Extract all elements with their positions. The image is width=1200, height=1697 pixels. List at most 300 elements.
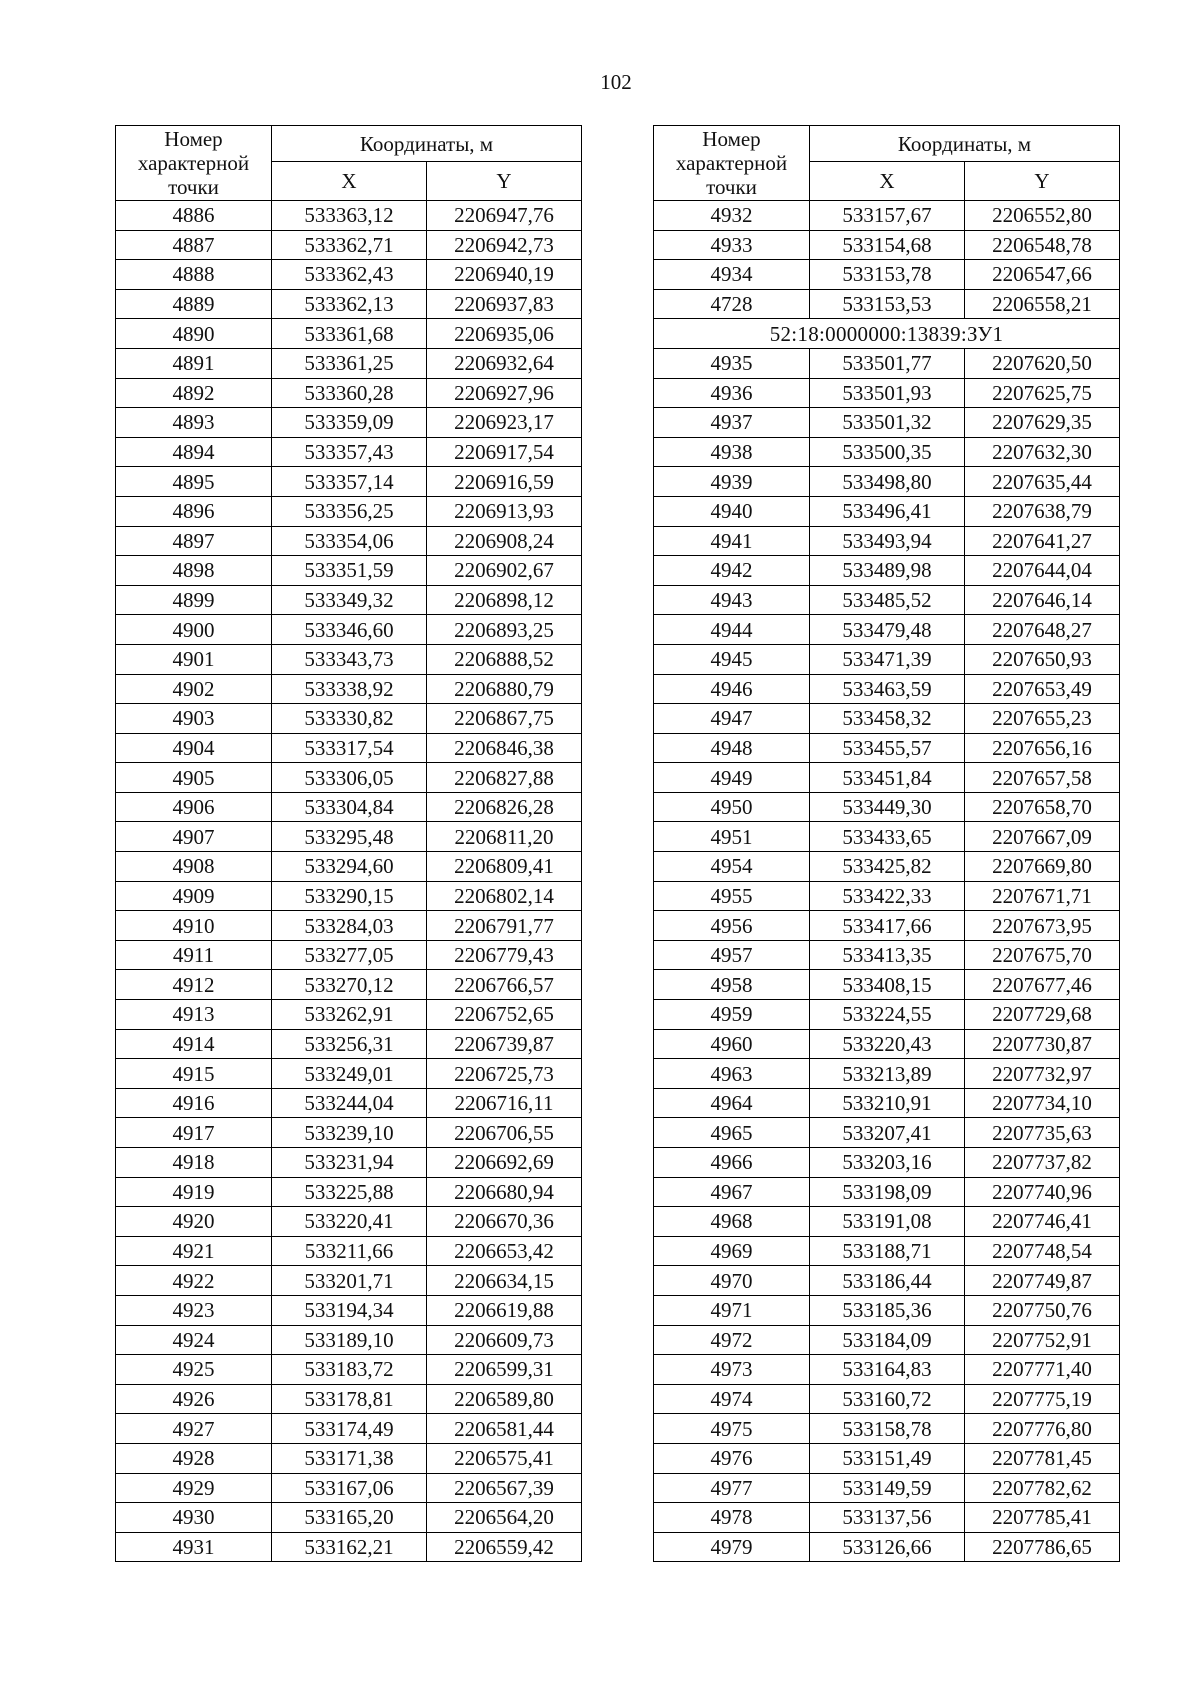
y-coordinate-cell: 2207669,80	[965, 852, 1120, 882]
x-coordinate-cell: 533249,01	[272, 1059, 427, 1089]
x-coordinate-cell: 533171,38	[272, 1443, 427, 1473]
x-coordinate-cell: 533183,72	[272, 1355, 427, 1385]
x-coordinate-cell: 533189,10	[272, 1325, 427, 1355]
y-coordinate-cell: 2207667,09	[965, 822, 1120, 852]
y-coordinate-cell: 2207775,19	[965, 1384, 1120, 1414]
point-number-cell: 4916	[116, 1088, 272, 1118]
coordinates-table-right	[653, 125, 1120, 1562]
table-row	[116, 585, 582, 615]
x-coordinate-cell: 533167,06	[272, 1473, 427, 1503]
table-row	[654, 1414, 1120, 1444]
table-row	[654, 733, 1120, 763]
point-number-cell: 4890	[116, 319, 272, 349]
x-coordinate-cell: 533501,32	[810, 408, 965, 438]
y-coordinate-cell: 2207655,23	[965, 704, 1120, 734]
y-coordinate-cell: 2206559,42	[427, 1532, 582, 1562]
point-number-cell: 4979	[654, 1532, 810, 1562]
y-coordinate-cell: 2207734,10	[965, 1088, 1120, 1118]
point-number-cell: 4944	[654, 615, 810, 645]
table-row	[654, 496, 1120, 526]
y-coordinate-cell: 2206917,54	[427, 437, 582, 467]
y-coordinate-cell: 2207750,76	[965, 1295, 1120, 1325]
point-number-cell: 4897	[116, 526, 272, 556]
y-coordinate-cell: 2207635,44	[965, 467, 1120, 497]
y-coordinate-cell: 2207675,70	[965, 940, 1120, 970]
y-coordinate-cell: 2207673,95	[965, 911, 1120, 941]
y-coordinate-cell: 2207657,58	[965, 763, 1120, 793]
y-coordinate-cell: 2207632,30	[965, 437, 1120, 467]
point-number-cell: 4913	[116, 1000, 272, 1030]
x-coordinate-cell: 533317,54	[272, 733, 427, 763]
x-coordinate-cell: 533306,05	[272, 763, 427, 793]
x-coordinate-cell: 533262,91	[272, 1000, 427, 1030]
x-coordinate-cell: 533501,77	[810, 348, 965, 378]
x-coordinate-cell: 533304,84	[272, 792, 427, 822]
table-row	[654, 1355, 1120, 1385]
point-number-cell: 4976	[654, 1443, 810, 1473]
y-coordinate-cell: 2206935,06	[427, 319, 582, 349]
point-number-cell: 4900	[116, 615, 272, 645]
y-coordinate-cell: 2206739,87	[427, 1029, 582, 1059]
header-coordinates: Координаты, м	[810, 126, 1120, 162]
page-number: 102	[600, 70, 632, 94]
point-number-cell: 4908	[116, 852, 272, 882]
header-y: Y	[427, 162, 582, 201]
y-coordinate-cell: 2207782,62	[965, 1473, 1120, 1503]
table-row	[116, 556, 582, 586]
y-coordinate-cell: 2207771,40	[965, 1355, 1120, 1385]
x-coordinate-cell: 533270,12	[272, 970, 427, 1000]
x-coordinate-cell: 533408,15	[810, 970, 965, 1000]
point-number-cell: 4972	[654, 1325, 810, 1355]
point-number-cell: 4965	[654, 1118, 810, 1148]
table-row	[116, 1503, 582, 1533]
point-number-cell: 4892	[116, 378, 272, 408]
y-coordinate-cell: 2207648,27	[965, 615, 1120, 645]
point-number-cell: 4932	[654, 201, 810, 231]
point-number-cell: 4950	[654, 792, 810, 822]
x-coordinate-cell: 533354,06	[272, 526, 427, 556]
point-number-cell: 4917	[116, 1118, 272, 1148]
y-coordinate-cell: 2206880,79	[427, 674, 582, 704]
x-coordinate-cell: 533362,13	[272, 289, 427, 319]
x-coordinate-cell: 533294,60	[272, 852, 427, 882]
table-row	[116, 1443, 582, 1473]
x-coordinate-cell: 533231,94	[272, 1148, 427, 1178]
y-coordinate-cell: 2207776,80	[965, 1414, 1120, 1444]
point-number-cell: 4903	[116, 704, 272, 734]
x-coordinate-cell: 533330,82	[272, 704, 427, 734]
table-row	[116, 970, 582, 1000]
x-coordinate-cell: 533137,56	[810, 1503, 965, 1533]
y-coordinate-cell: 2207752,91	[965, 1325, 1120, 1355]
point-number-cell: 4928	[116, 1443, 272, 1473]
x-coordinate-cell: 533239,10	[272, 1118, 427, 1148]
x-coordinate-cell: 533154,68	[810, 230, 965, 260]
x-coordinate-cell: 533433,65	[810, 822, 965, 852]
y-coordinate-cell: 2206802,14	[427, 881, 582, 911]
y-coordinate-cell: 2206913,93	[427, 496, 582, 526]
table-row	[654, 1384, 1120, 1414]
x-coordinate-cell: 533198,09	[810, 1177, 965, 1207]
table-row	[116, 763, 582, 793]
table-row	[654, 378, 1120, 408]
x-coordinate-cell: 533184,09	[810, 1325, 965, 1355]
y-coordinate-cell: 2207641,27	[965, 526, 1120, 556]
point-number-cell: 4971	[654, 1295, 810, 1325]
table-row	[654, 467, 1120, 497]
point-number-cell: 4886	[116, 201, 272, 231]
y-coordinate-cell: 2206940,19	[427, 260, 582, 290]
y-coordinate-cell: 2207749,87	[965, 1266, 1120, 1296]
point-number-cell: 4938	[654, 437, 810, 467]
header-y: Y	[965, 162, 1120, 201]
table-row	[654, 585, 1120, 615]
x-coordinate-cell: 533362,43	[272, 260, 427, 290]
x-coordinate-cell: 533413,35	[810, 940, 965, 970]
point-number-cell: 4898	[116, 556, 272, 586]
table-row	[116, 940, 582, 970]
point-number-cell: 4963	[654, 1059, 810, 1089]
table-row	[654, 437, 1120, 467]
point-number-cell: 4935	[654, 348, 810, 378]
y-coordinate-cell: 2206548,78	[965, 230, 1120, 260]
point-number-cell: 4911	[116, 940, 272, 970]
x-coordinate-cell: 533501,93	[810, 378, 965, 408]
table-row	[116, 881, 582, 911]
x-coordinate-cell: 533356,25	[272, 496, 427, 526]
table-row	[654, 792, 1120, 822]
point-number-cell: 4929	[116, 1473, 272, 1503]
x-coordinate-cell: 533449,30	[810, 792, 965, 822]
y-coordinate-cell: 2206916,59	[427, 467, 582, 497]
table-row	[654, 940, 1120, 970]
y-coordinate-cell: 2207646,14	[965, 585, 1120, 615]
x-coordinate-cell: 533126,66	[810, 1532, 965, 1562]
table-row	[654, 1207, 1120, 1237]
y-coordinate-cell: 2206846,38	[427, 733, 582, 763]
point-number-cell: 4893	[116, 408, 272, 438]
y-coordinate-cell: 2206898,12	[427, 585, 582, 615]
y-coordinate-cell: 2206692,69	[427, 1148, 582, 1178]
point-number-cell: 4918	[116, 1148, 272, 1178]
coordinates-table-left	[115, 125, 582, 1562]
point-number-cell: 4941	[654, 526, 810, 556]
y-coordinate-cell: 2206932,64	[427, 348, 582, 378]
y-coordinate-cell: 2206634,15	[427, 1266, 582, 1296]
y-coordinate-cell: 2206888,52	[427, 644, 582, 674]
y-coordinate-cell: 2206653,42	[427, 1236, 582, 1266]
table-row	[116, 1207, 582, 1237]
point-number-cell: 4977	[654, 1473, 810, 1503]
point-number-cell: 4899	[116, 585, 272, 615]
point-number-cell: 4955	[654, 881, 810, 911]
table-row	[654, 1443, 1120, 1473]
y-coordinate-cell: 2207746,41	[965, 1207, 1120, 1237]
table-row	[116, 1325, 582, 1355]
x-coordinate-cell: 533295,48	[272, 822, 427, 852]
table-row	[654, 615, 1120, 645]
x-coordinate-cell: 533451,84	[810, 763, 965, 793]
y-coordinate-cell: 2206547,66	[965, 260, 1120, 290]
header-point-number: Номер характерной точки	[116, 126, 272, 201]
point-number-cell: 4923	[116, 1295, 272, 1325]
point-number-cell: 4924	[116, 1325, 272, 1355]
point-number-cell: 4958	[654, 970, 810, 1000]
point-number-cell: 4922	[116, 1266, 272, 1296]
x-coordinate-cell: 533153,53	[810, 289, 965, 319]
x-coordinate-cell: 533496,41	[810, 496, 965, 526]
point-number-cell: 4887	[116, 230, 272, 260]
table-row	[654, 1088, 1120, 1118]
y-coordinate-cell: 2206779,43	[427, 940, 582, 970]
table-row	[116, 1414, 582, 1444]
y-coordinate-cell: 2206947,76	[427, 201, 582, 231]
table-row	[116, 1295, 582, 1325]
table-row	[654, 1473, 1120, 1503]
point-number-cell: 4907	[116, 822, 272, 852]
y-coordinate-cell: 2206766,57	[427, 970, 582, 1000]
y-coordinate-cell: 2207781,45	[965, 1443, 1120, 1473]
table-row	[654, 348, 1120, 378]
x-coordinate-cell: 533207,41	[810, 1118, 965, 1148]
point-number-cell: 4930	[116, 1503, 272, 1533]
point-number-cell: 4948	[654, 733, 810, 763]
x-coordinate-cell: 533463,59	[810, 674, 965, 704]
point-number-cell: 4966	[654, 1148, 810, 1178]
table-row	[116, 852, 582, 882]
point-number-cell: 4946	[654, 674, 810, 704]
x-coordinate-cell: 533493,94	[810, 526, 965, 556]
point-number-cell: 4888	[116, 260, 272, 290]
header-point-number: Номер характерной точки	[654, 126, 810, 201]
table-row	[654, 1266, 1120, 1296]
table-row	[116, 1473, 582, 1503]
table-row	[654, 852, 1120, 882]
x-coordinate-cell: 533357,14	[272, 467, 427, 497]
x-coordinate-cell: 533498,80	[810, 467, 965, 497]
table-row	[654, 201, 1120, 231]
point-number-cell: 4940	[654, 496, 810, 526]
y-coordinate-cell: 2206827,88	[427, 763, 582, 793]
x-coordinate-cell: 533185,36	[810, 1295, 965, 1325]
x-coordinate-cell: 533165,20	[272, 1503, 427, 1533]
point-number-cell: 4896	[116, 496, 272, 526]
y-coordinate-cell: 2206927,96	[427, 378, 582, 408]
table-row	[116, 230, 582, 260]
table-row	[116, 704, 582, 734]
table-row	[654, 881, 1120, 911]
table-row	[116, 1148, 582, 1178]
point-number-cell: 4939	[654, 467, 810, 497]
point-number-cell: 4909	[116, 881, 272, 911]
table-row	[116, 1177, 582, 1207]
point-number-cell: 4915	[116, 1059, 272, 1089]
point-number-cell: 4920	[116, 1207, 272, 1237]
y-coordinate-cell: 2207677,46	[965, 970, 1120, 1000]
x-coordinate-cell: 533225,88	[272, 1177, 427, 1207]
point-number-cell: 4895	[116, 467, 272, 497]
x-coordinate-cell: 533357,43	[272, 437, 427, 467]
point-number-cell: 4931	[116, 1532, 272, 1562]
point-number-cell: 4905	[116, 763, 272, 793]
y-coordinate-cell: 2206706,55	[427, 1118, 582, 1148]
point-number-cell: 4910	[116, 911, 272, 941]
table-row	[654, 260, 1120, 290]
y-coordinate-cell: 2206609,73	[427, 1325, 582, 1355]
x-coordinate-cell: 533256,31	[272, 1029, 427, 1059]
table-row	[654, 970, 1120, 1000]
table-row	[654, 822, 1120, 852]
y-coordinate-cell: 2207620,50	[965, 348, 1120, 378]
x-coordinate-cell: 533362,71	[272, 230, 427, 260]
y-coordinate-cell: 2207644,04	[965, 556, 1120, 586]
table-row	[654, 704, 1120, 734]
table-row	[116, 319, 582, 349]
y-coordinate-cell: 2207638,79	[965, 496, 1120, 526]
x-coordinate-cell: 533471,39	[810, 644, 965, 674]
x-coordinate-cell: 533489,98	[810, 556, 965, 586]
y-coordinate-cell: 2207653,49	[965, 674, 1120, 704]
x-coordinate-cell: 533277,05	[272, 940, 427, 970]
y-coordinate-cell: 2206567,39	[427, 1473, 582, 1503]
y-coordinate-cell: 2206558,21	[965, 289, 1120, 319]
x-coordinate-cell: 533178,81	[272, 1384, 427, 1414]
point-number-cell: 4959	[654, 1000, 810, 1030]
x-coordinate-cell: 533188,71	[810, 1236, 965, 1266]
section-row	[654, 319, 1120, 349]
x-coordinate-cell: 533153,78	[810, 260, 965, 290]
point-number-cell: 4973	[654, 1355, 810, 1385]
x-coordinate-cell: 533160,72	[810, 1384, 965, 1414]
y-coordinate-cell: 2206564,20	[427, 1503, 582, 1533]
point-number-cell: 4934	[654, 260, 810, 290]
table-body-left	[116, 201, 582, 1562]
table-row	[116, 496, 582, 526]
table-row	[116, 911, 582, 941]
table-row	[654, 1000, 1120, 1030]
y-coordinate-cell: 2206716,11	[427, 1088, 582, 1118]
y-coordinate-cell: 2207629,35	[965, 408, 1120, 438]
point-number-cell: 4914	[116, 1029, 272, 1059]
x-coordinate-cell: 533422,33	[810, 881, 965, 911]
point-number-cell: 4906	[116, 792, 272, 822]
x-coordinate-cell: 533164,83	[810, 1355, 965, 1385]
header-x: X	[272, 162, 427, 201]
x-coordinate-cell: 533194,34	[272, 1295, 427, 1325]
y-coordinate-cell: 2206599,31	[427, 1355, 582, 1385]
y-coordinate-cell: 2207735,63	[965, 1118, 1120, 1148]
point-number-cell: 4936	[654, 378, 810, 408]
point-number-cell: 4728	[654, 289, 810, 319]
x-coordinate-cell: 533361,25	[272, 348, 427, 378]
x-coordinate-cell: 533360,28	[272, 378, 427, 408]
y-coordinate-cell: 2206619,88	[427, 1295, 582, 1325]
point-number-cell: 4927	[116, 1414, 272, 1444]
table-row	[654, 763, 1120, 793]
table-row	[654, 1118, 1120, 1148]
table-body-right	[654, 201, 1120, 1562]
table-row	[116, 1236, 582, 1266]
point-number-cell: 4964	[654, 1088, 810, 1118]
x-coordinate-cell: 533213,89	[810, 1059, 965, 1089]
table-row	[654, 1059, 1120, 1089]
x-coordinate-cell: 533162,21	[272, 1532, 427, 1562]
table-row	[116, 1118, 582, 1148]
y-coordinate-cell: 2207671,71	[965, 881, 1120, 911]
table-row	[654, 556, 1120, 586]
x-coordinate-cell: 533211,66	[272, 1236, 427, 1266]
point-number-cell: 4902	[116, 674, 272, 704]
y-coordinate-cell: 2206680,94	[427, 1177, 582, 1207]
x-coordinate-cell: 533338,92	[272, 674, 427, 704]
x-coordinate-cell: 533210,91	[810, 1088, 965, 1118]
table-row	[116, 1384, 582, 1414]
table-row	[116, 348, 582, 378]
x-coordinate-cell: 533485,52	[810, 585, 965, 615]
table-row	[654, 1532, 1120, 1562]
table-row	[116, 1029, 582, 1059]
x-coordinate-cell: 533455,57	[810, 733, 965, 763]
table-row	[116, 437, 582, 467]
x-coordinate-cell: 533284,03	[272, 911, 427, 941]
x-coordinate-cell: 533351,59	[272, 556, 427, 586]
table-row	[654, 1177, 1120, 1207]
x-coordinate-cell: 533203,16	[810, 1148, 965, 1178]
x-coordinate-cell: 533343,73	[272, 644, 427, 674]
x-coordinate-cell: 533186,44	[810, 1266, 965, 1296]
table-row	[654, 526, 1120, 556]
x-coordinate-cell: 533500,35	[810, 437, 965, 467]
y-coordinate-cell: 2206752,65	[427, 1000, 582, 1030]
table-row	[116, 822, 582, 852]
table-row	[654, 1295, 1120, 1325]
table-row	[116, 378, 582, 408]
x-coordinate-cell: 533224,55	[810, 1000, 965, 1030]
point-number-cell: 4891	[116, 348, 272, 378]
point-number-cell: 4889	[116, 289, 272, 319]
x-coordinate-cell: 533201,71	[272, 1266, 427, 1296]
y-coordinate-cell: 2206942,73	[427, 230, 582, 260]
y-coordinate-cell: 2206589,80	[427, 1384, 582, 1414]
y-coordinate-cell: 2207737,82	[965, 1148, 1120, 1178]
point-number-cell: 4968	[654, 1207, 810, 1237]
table-row	[116, 615, 582, 645]
x-coordinate-cell: 533479,48	[810, 615, 965, 645]
table-row	[654, 1029, 1120, 1059]
point-number-cell: 4901	[116, 644, 272, 674]
x-coordinate-cell: 533425,82	[810, 852, 965, 882]
table-row	[116, 674, 582, 704]
point-number-cell: 4960	[654, 1029, 810, 1059]
point-number-cell: 4912	[116, 970, 272, 1000]
y-coordinate-cell: 2207786,65	[965, 1532, 1120, 1562]
x-coordinate-cell: 533158,78	[810, 1414, 965, 1444]
x-coordinate-cell: 533244,04	[272, 1088, 427, 1118]
y-coordinate-cell: 2206893,25	[427, 615, 582, 645]
y-coordinate-cell: 2206791,77	[427, 911, 582, 941]
point-number-cell: 4947	[654, 704, 810, 734]
point-number-cell: 4956	[654, 911, 810, 941]
x-coordinate-cell: 533417,66	[810, 911, 965, 941]
cadastral-section-label: 52:18:0000000:13839:ЗУ1	[654, 319, 1120, 349]
x-coordinate-cell: 533346,60	[272, 615, 427, 645]
x-coordinate-cell: 533149,59	[810, 1473, 965, 1503]
table-row	[116, 1088, 582, 1118]
point-number-cell: 4926	[116, 1384, 272, 1414]
y-coordinate-cell: 2206581,44	[427, 1414, 582, 1444]
x-coordinate-cell: 533220,43	[810, 1029, 965, 1059]
